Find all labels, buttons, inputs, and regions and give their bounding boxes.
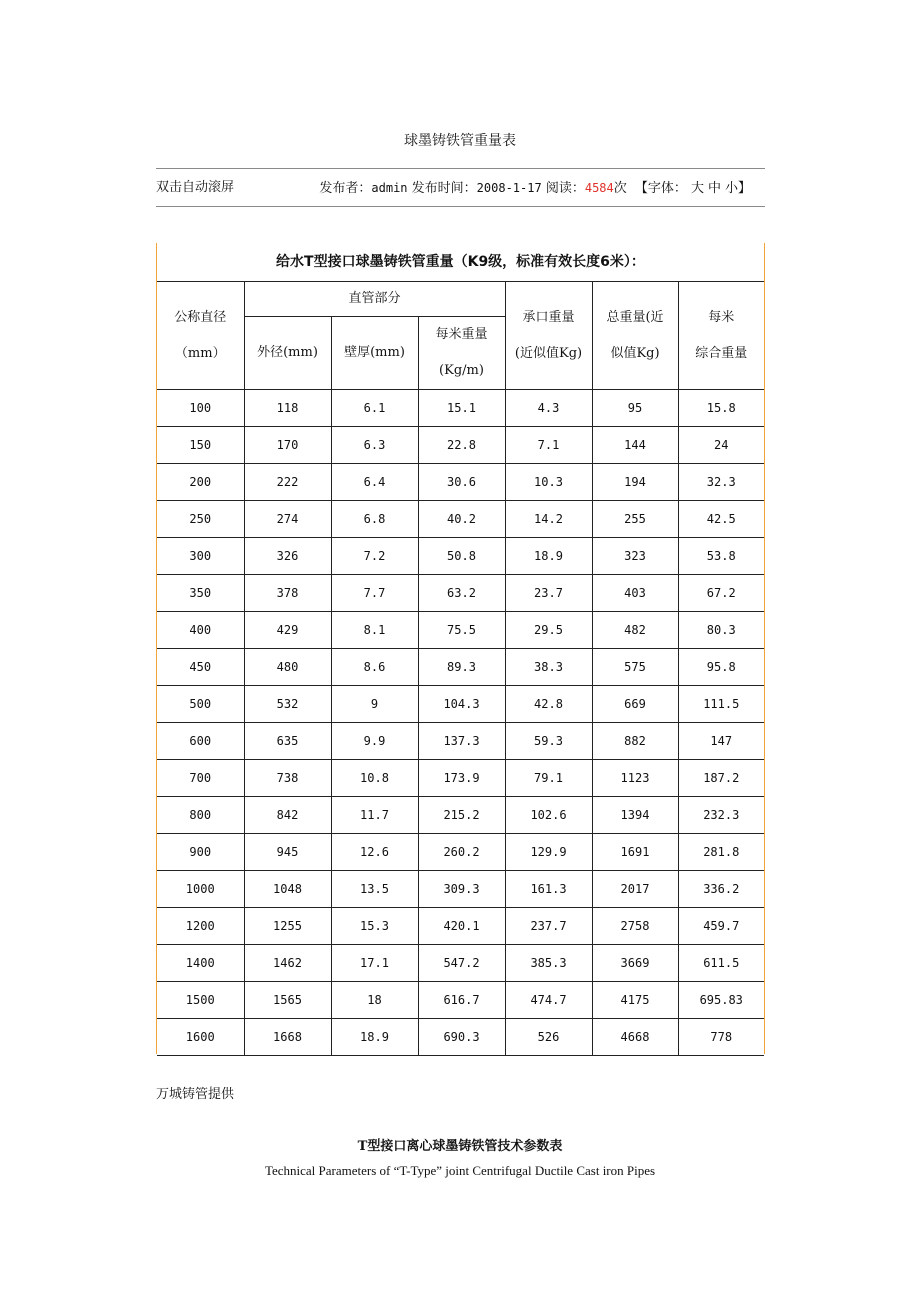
table-row xyxy=(157,686,764,723)
total-weight-header: 总重量(近 似值Kg) xyxy=(592,282,678,390)
table-row xyxy=(157,575,764,612)
combined-weight-cell: 42.5 xyxy=(678,501,764,538)
table-row xyxy=(157,427,764,464)
total-weight-cell: 95 xyxy=(592,390,678,427)
socket-weight-cell: 129.9 xyxy=(505,834,592,871)
publisher-label: 发布者： xyxy=(319,181,372,196)
wall-thickness-cell: 7.7 xyxy=(331,575,418,612)
socket-weight-cell: 474.7 xyxy=(505,982,592,1019)
article-meta xyxy=(156,177,765,199)
socket-weight-cell: 4.3 xyxy=(505,390,592,427)
table-row xyxy=(157,797,764,834)
reads-label: 阅读： xyxy=(545,181,585,196)
socket-weight-cell: 385.3 xyxy=(505,945,592,982)
table-row xyxy=(157,908,764,945)
wall-thickness-cell: 6.8 xyxy=(331,501,418,538)
weight-per-meter-cell: 22.8 xyxy=(418,427,505,464)
nominal-diameter-cell: 1600 xyxy=(157,1019,244,1056)
outer-diameter-cell: 1565 xyxy=(244,982,331,1019)
wall-thickness-cell: 9 xyxy=(331,686,418,723)
combined-weight-cell: 24 xyxy=(678,427,764,464)
table-row xyxy=(157,612,764,649)
outer-diameter-cell: 842 xyxy=(244,797,331,834)
combined-weight-cell: 336.2 xyxy=(678,871,764,908)
table-row xyxy=(157,760,764,797)
combined-weight-cell: 53.8 xyxy=(678,538,764,575)
font-large-link[interactable]: 大 xyxy=(690,181,704,196)
nominal-diameter-cell: 300 xyxy=(157,538,244,575)
table-body xyxy=(157,390,764,1056)
socket-weight-cell: 526 xyxy=(505,1019,592,1056)
socket-weight-cell: 10.3 xyxy=(505,464,592,501)
total-weight-cell: 3669 xyxy=(592,945,678,982)
weight-table-container xyxy=(156,243,765,1054)
weight-per-meter-cell: 547.2 xyxy=(418,945,505,982)
nominal-diameter-cell: 1000 xyxy=(157,871,244,908)
total-weight-cell: 323 xyxy=(592,538,678,575)
socket-weight-cell: 14.2 xyxy=(505,501,592,538)
wall-thickness-cell: 11.7 xyxy=(331,797,418,834)
total-weight-cell: 4175 xyxy=(592,982,678,1019)
total-weight-cell: 194 xyxy=(592,464,678,501)
combined-weight-cell: 459.7 xyxy=(678,908,764,945)
socket-weight-cell: 7.1 xyxy=(505,427,592,464)
weight-per-meter-header: 每米重量 (Kg/m) xyxy=(418,317,505,390)
combined-weight-cell: 80.3 xyxy=(678,612,764,649)
outer-diameter-cell: 118 xyxy=(244,390,331,427)
combined-weight-cell: 67.2 xyxy=(678,575,764,612)
wall-thickness-cell: 12.6 xyxy=(331,834,418,871)
combined-weight-cell: 611.5 xyxy=(678,945,764,982)
table-row xyxy=(157,834,764,871)
socket-weight-cell: 42.8 xyxy=(505,686,592,723)
combined-weight-cell: 778 xyxy=(678,1019,764,1056)
combined-weight-cell: 111.5 xyxy=(678,686,764,723)
table-row xyxy=(157,871,764,908)
nominal-diameter-cell: 500 xyxy=(157,686,244,723)
socket-weight-cell: 79.1 xyxy=(505,760,592,797)
total-weight-cell: 575 xyxy=(592,649,678,686)
combined-weight-cell: 232.3 xyxy=(678,797,764,834)
nominal-diameter-header: 公称直径 （mm） xyxy=(157,282,244,390)
weight-per-meter-cell: 616.7 xyxy=(418,982,505,1019)
outer-diameter-cell: 274 xyxy=(244,501,331,538)
auto-scroll-hint: 双击自动滚屏 xyxy=(156,180,235,195)
socket-weight-cell: 38.3 xyxy=(505,649,592,686)
weight-per-meter-cell: 89.3 xyxy=(418,649,505,686)
published-label: 发布时间： xyxy=(411,181,477,196)
table-caption: 给水T型接口球墨铸铁管重量（K9级，标准有效长度6米）： xyxy=(157,243,764,282)
outer-diameter-cell: 170 xyxy=(244,427,331,464)
wall-thickness-cell: 15.3 xyxy=(331,908,418,945)
outer-diameter-cell: 378 xyxy=(244,575,331,612)
combined-weight-cell: 281.8 xyxy=(678,834,764,871)
wall-thickness-cell: 9.9 xyxy=(331,723,418,760)
weight-per-meter-cell: 173.9 xyxy=(418,760,505,797)
outer-diameter-cell: 1462 xyxy=(244,945,331,982)
weight-per-meter-cell: 75.5 xyxy=(418,612,505,649)
total-weight-cell: 1123 xyxy=(592,760,678,797)
weight-per-meter-cell: 215.2 xyxy=(418,797,505,834)
outer-diameter-cell: 1048 xyxy=(244,871,331,908)
socket-weight-cell: 237.7 xyxy=(505,908,592,945)
nominal-diameter-cell: 200 xyxy=(157,464,244,501)
socket-weight-cell: 29.5 xyxy=(505,612,592,649)
font-size-open: 【字体： xyxy=(634,181,687,196)
table-row xyxy=(157,649,764,686)
wall-thickness-cell: 8.6 xyxy=(331,649,418,686)
total-weight-cell: 144 xyxy=(592,427,678,464)
pipe-weight-table xyxy=(157,282,764,1056)
publisher-name: admin xyxy=(371,181,408,195)
socket-weight-cell: 161.3 xyxy=(505,871,592,908)
socket-weight-cell: 23.7 xyxy=(505,575,592,612)
outer-diameter-cell: 738 xyxy=(244,760,331,797)
nominal-diameter-cell: 800 xyxy=(157,797,244,834)
nominal-diameter-cell: 1500 xyxy=(157,982,244,1019)
weight-per-meter-cell: 15.1 xyxy=(418,390,505,427)
wall-thickness-cell: 6.4 xyxy=(331,464,418,501)
meta-info xyxy=(319,177,751,200)
nominal-diameter-cell: 450 xyxy=(157,649,244,686)
combined-weight-header: 每米 综合重量 xyxy=(678,282,764,390)
top-divider xyxy=(156,168,765,169)
outer-diameter-cell: 1668 xyxy=(244,1019,331,1056)
font-size-close: 】 xyxy=(737,181,751,196)
combined-weight-cell: 32.3 xyxy=(678,464,764,501)
outer-diameter-cell: 222 xyxy=(244,464,331,501)
nominal-diameter-cell: 250 xyxy=(157,501,244,538)
outer-diameter-cell: 429 xyxy=(244,612,331,649)
socket-weight-cell: 18.9 xyxy=(505,538,592,575)
total-weight-cell: 882 xyxy=(592,723,678,760)
font-small-link[interactable]: 小 xyxy=(724,181,738,196)
page-title: 球墨铸铁管重量表 xyxy=(404,133,516,149)
outer-diameter-cell: 532 xyxy=(244,686,331,723)
socket-weight-header: 承口重量 (近似值Kg) xyxy=(505,282,592,390)
published-date: 2008-1-17 xyxy=(476,181,542,195)
total-weight-cell: 2758 xyxy=(592,908,678,945)
weight-per-meter-cell: 309.3 xyxy=(418,871,505,908)
nominal-diameter-cell: 350 xyxy=(157,575,244,612)
total-weight-cell: 1691 xyxy=(592,834,678,871)
total-weight-cell: 482 xyxy=(592,612,678,649)
combined-weight-cell: 695.83 xyxy=(678,982,764,1019)
weight-per-meter-cell: 690.3 xyxy=(418,1019,505,1056)
nominal-diameter-cell: 700 xyxy=(157,760,244,797)
combined-weight-cell: 15.8 xyxy=(678,390,764,427)
table-row xyxy=(157,1019,764,1056)
combined-weight-cell: 187.2 xyxy=(678,760,764,797)
outer-diameter-header: 外径(mm) xyxy=(244,317,331,390)
weight-per-meter-cell: 420.1 xyxy=(418,908,505,945)
wall-thickness-cell: 13.5 xyxy=(331,871,418,908)
nominal-diameter-cell: 100 xyxy=(157,390,244,427)
table-row xyxy=(157,945,764,982)
nominal-diameter-cell: 150 xyxy=(157,427,244,464)
wall-thickness-cell: 18 xyxy=(331,982,418,1019)
nominal-diameter-cell: 600 xyxy=(157,723,244,760)
weight-per-meter-cell: 30.6 xyxy=(418,464,505,501)
nominal-diameter-cell: 1200 xyxy=(157,908,244,945)
wall-thickness-cell: 8.1 xyxy=(331,612,418,649)
bottom-divider xyxy=(156,206,765,207)
total-weight-cell: 1394 xyxy=(592,797,678,834)
wall-thickness-cell: 6.1 xyxy=(331,390,418,427)
wall-thickness-cell: 18.9 xyxy=(331,1019,418,1056)
weight-per-meter-cell: 260.2 xyxy=(418,834,505,871)
table-row xyxy=(157,538,764,575)
table-row xyxy=(157,723,764,760)
outer-diameter-cell: 480 xyxy=(244,649,331,686)
combined-weight-cell: 147 xyxy=(678,723,764,760)
outer-diameter-cell: 635 xyxy=(244,723,331,760)
table-row xyxy=(157,982,764,1019)
total-weight-cell: 403 xyxy=(592,575,678,612)
total-weight-cell: 255 xyxy=(592,501,678,538)
nominal-diameter-cell: 400 xyxy=(157,612,244,649)
weight-per-meter-cell: 63.2 xyxy=(418,575,505,612)
weight-per-meter-cell: 40.2 xyxy=(418,501,505,538)
weight-per-meter-cell: 137.3 xyxy=(418,723,505,760)
table-row xyxy=(157,464,764,501)
read-count: 4584 xyxy=(584,181,614,195)
wall-thickness-cell: 7.2 xyxy=(331,538,418,575)
section-title-en: Technical Parameters of “T-Type” joint Centrifugal Ductile Cast iron Pipes xyxy=(264,1163,656,1178)
socket-weight-cell: 59.3 xyxy=(505,723,592,760)
section-title-cn: T型接口离心球墨铸铁管技术参数表 xyxy=(357,1139,563,1154)
wall-thickness-cell: 10.8 xyxy=(331,760,418,797)
table-row xyxy=(157,501,764,538)
wall-thickness-header: 壁厚(mm) xyxy=(331,317,418,390)
straight-pipe-header: 直管部分 xyxy=(244,282,505,317)
wall-thickness-cell: 6.3 xyxy=(331,427,418,464)
socket-weight-cell: 102.6 xyxy=(505,797,592,834)
font-medium-link[interactable]: 中 xyxy=(707,181,721,196)
total-weight-cell: 669 xyxy=(592,686,678,723)
credit-line: 万城铸管提供 xyxy=(156,1087,235,1102)
nominal-diameter-cell: 1400 xyxy=(157,945,244,982)
combined-weight-cell: 95.8 xyxy=(678,649,764,686)
outer-diameter-cell: 326 xyxy=(244,538,331,575)
header-row-1 xyxy=(157,282,764,317)
outer-diameter-cell: 1255 xyxy=(244,908,331,945)
wall-thickness-cell: 17.1 xyxy=(331,945,418,982)
weight-per-meter-cell: 104.3 xyxy=(418,686,505,723)
outer-diameter-cell: 945 xyxy=(244,834,331,871)
nominal-diameter-cell: 900 xyxy=(157,834,244,871)
table-row xyxy=(157,390,764,427)
weight-per-meter-cell: 50.8 xyxy=(418,538,505,575)
total-weight-cell: 2017 xyxy=(592,871,678,908)
reads-suffix: 次 xyxy=(613,181,627,196)
total-weight-cell: 4668 xyxy=(592,1019,678,1056)
